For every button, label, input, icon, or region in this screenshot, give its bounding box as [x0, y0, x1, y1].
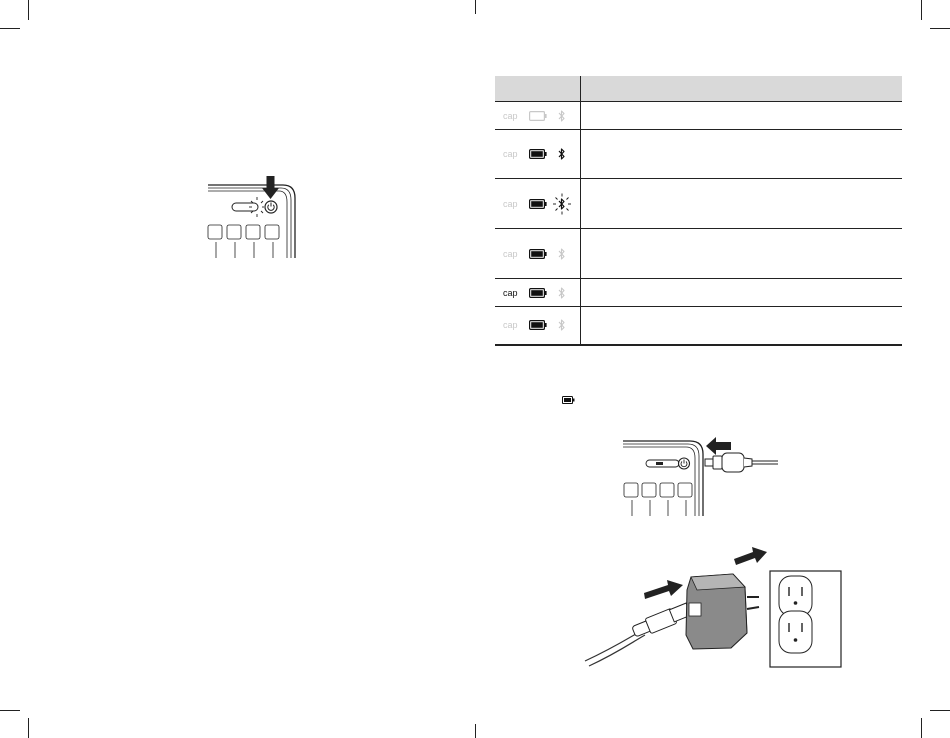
crop-mark: [930, 28, 950, 29]
indicator-cell: [495, 179, 581, 229]
caps-lock-indicator: cap: [503, 320, 518, 331]
table-row: [495, 229, 902, 279]
power-adapter-icon: [686, 574, 759, 649]
description-cell: [581, 130, 903, 179]
indicator-cell: [495, 102, 581, 130]
battery-icon: [529, 249, 547, 259]
caps-lock-indicator: cap: [503, 287, 518, 298]
description-cell: [581, 179, 903, 229]
battery-icon: [529, 149, 547, 159]
description-cell: [581, 229, 903, 279]
battery-icon: [529, 288, 547, 298]
caps-lock-indicator: cap: [503, 248, 518, 259]
crop-mark: [475, 0, 476, 14]
crop-mark: [28, 718, 29, 738]
caps-lock-indicator: cap: [503, 110, 518, 121]
battery-icon: [529, 199, 547, 209]
wall-outlet-icon: [770, 571, 841, 667]
bluetooth-icon: [558, 247, 566, 261]
status-indicator-table: [495, 76, 902, 346]
power-button-illustration: [205, 172, 305, 262]
bluetooth-icon: [558, 318, 566, 332]
table-header-description: [581, 76, 903, 102]
bluetooth-icon: [558, 109, 566, 123]
bluetooth-blinking-icon: [552, 193, 572, 215]
description-cell: [581, 102, 903, 130]
table-row: [495, 279, 902, 307]
crop-mark: [0, 28, 20, 29]
wall-adapter-illustration: [583, 545, 845, 669]
description-cell: [581, 279, 903, 307]
bluetooth-icon: [558, 147, 566, 161]
indicator-cell: [495, 307, 581, 345]
crop-mark: [0, 710, 20, 711]
caps-lock-indicator: cap: [503, 198, 518, 209]
crop-mark: [921, 0, 922, 20]
indicator-cell: [495, 279, 581, 307]
table-row: [495, 102, 902, 130]
crop-mark: [28, 0, 29, 20]
caps-lock-indicator: cap: [503, 149, 518, 159]
table-row: [495, 130, 902, 179]
description-cell: [581, 307, 903, 345]
crop-mark: [475, 724, 476, 738]
crop-mark: [921, 718, 922, 738]
table-row: [495, 307, 902, 345]
usb-charging-illustration: [618, 434, 788, 518]
arrow-down-icon: [262, 176, 279, 199]
table-row: [495, 179, 902, 229]
battery-icon: [529, 320, 547, 330]
crop-mark: [930, 710, 950, 711]
battery-icon: [562, 396, 575, 404]
bluetooth-icon: [558, 286, 566, 300]
usb-cable-icon: [705, 453, 778, 472]
arrow-left-icon: [706, 437, 731, 455]
table-header-row: [495, 76, 902, 102]
power-icon: [265, 201, 277, 213]
usb-plug-icon: [632, 603, 691, 637]
table-header-indicator: [495, 76, 581, 102]
indicator-cell: [495, 229, 581, 279]
power-icon: [679, 458, 690, 469]
battery-icon: [529, 111, 547, 121]
indicator-cell: [495, 130, 581, 179]
